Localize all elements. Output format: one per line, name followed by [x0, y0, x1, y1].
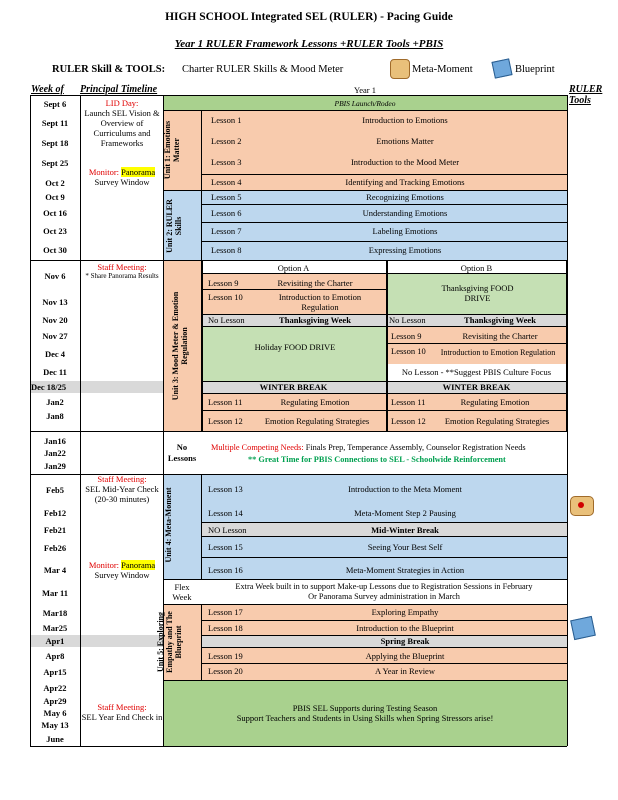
lesson-num: Lesson 3 — [211, 157, 242, 167]
option-b-header: Option B — [460, 263, 493, 273]
lesson-num: Lesson 11 — [391, 397, 426, 407]
lesson-title: Recognizing Emotions — [366, 192, 444, 202]
lesson-title: Applying the Blueprint — [365, 651, 445, 661]
lesson-title: Regulating Emotion — [280, 397, 350, 407]
lesson-num: Lesson 5 — [211, 192, 242, 202]
week-date: Apr22 — [43, 683, 67, 693]
thanksgiving-week: Thanksgiving Week — [279, 315, 351, 325]
lesson-num: No Lesson — [389, 315, 426, 325]
week-date: Mar 4 — [43, 565, 67, 575]
week-date: Sept 6 — [43, 99, 67, 109]
blueprint-icon — [570, 616, 596, 640]
lesson-num: Lesson 16 — [208, 565, 243, 575]
optA-holiday — [201, 326, 386, 381]
week-header: Week of — [31, 84, 64, 95]
staff-meeting-3: Staff Meeting: — [97, 702, 147, 712]
winter-break-a: WINTER BREAK — [259, 382, 328, 392]
week-date: Sept 25 — [41, 158, 69, 168]
week-date: Oct 2 — [45, 178, 65, 188]
lesson-num: Lesson 12 — [391, 416, 426, 426]
lesson-title: Revisiting the Charter — [462, 331, 538, 341]
lid-day: LID Day: — [105, 98, 139, 108]
lesson-title: Meta-Moment Strategies in Action — [345, 565, 465, 575]
lesson-title: Introduction to the Blueprint — [356, 623, 454, 633]
week-date: Oct 16 — [43, 208, 67, 218]
midwinter-break: Mid-Winter Break — [371, 525, 439, 535]
lesson-title: Labeling Emotions — [372, 226, 438, 236]
week-date: Oct 9 — [45, 192, 65, 202]
week-date: Jan8 — [46, 411, 64, 421]
monitor-1: Monitor: Panorama — [88, 167, 156, 177]
lesson-num: Lesson 7 — [211, 226, 242, 236]
week-date: Feb12 — [43, 508, 67, 518]
year-header: Year 1 — [353, 85, 377, 95]
tools-items: Charter RULER Skills & Mood Meter — [182, 64, 344, 75]
meta-moment-label: Meta-Moment — [412, 64, 473, 75]
unit1-label: Unit 1: Emotions Matter — [163, 120, 181, 180]
lesson-num: NO Lesson — [208, 525, 247, 535]
lesson-num: Lesson 20 — [208, 666, 243, 676]
week-date: Nov 6 — [44, 271, 66, 281]
lesson-num: Lesson 9 — [208, 278, 239, 288]
share-results: * Share Panorama Results — [85, 272, 159, 280]
lesson-title: Introduction to Emotion Regulation — [278, 292, 362, 312]
lesson-title: Seeing Your Best Self — [367, 542, 443, 552]
week-date: Jan2 — [46, 397, 64, 407]
week-date: Mar 11 — [41, 588, 69, 598]
staff-meeting-1: Staff Meeting: — [97, 262, 147, 272]
lesson-title: Meta-Moment Step 2 Pausing — [354, 508, 456, 518]
unit5-label: Unit 5: Exploring Empathy and The Blueprint — [156, 611, 183, 673]
thanksgiving-food-drive: Thanksgiving FOOD DRIVE — [441, 283, 514, 303]
week-date: Feb21 — [43, 525, 67, 535]
week-date: Oct 23 — [43, 226, 67, 236]
week-date: Apr1 — [45, 636, 65, 646]
week-date: Feb5 — [46, 485, 64, 495]
lesson-num: Lesson 9 — [391, 331, 422, 341]
no-lessons-label: No Lessons — [167, 442, 197, 463]
lesson-num: Lesson 17 — [208, 607, 243, 617]
tools-label: RULER Skill & TOOLS: — [52, 64, 166, 75]
lesson-num: Lesson 14 — [208, 508, 243, 518]
lesson-title: Emotion Regulating Strategies — [444, 416, 550, 426]
pbis-end-line1: PBIS SEL Supports during Testing Season — [292, 703, 438, 713]
lesson-num: No Lesson — [208, 315, 245, 325]
lesson-title: Regulating Emotion — [460, 397, 530, 407]
survey-window-1: Survey Window — [94, 177, 150, 187]
week-date: Apr8 — [45, 651, 65, 661]
lesson-num: Lesson 18 — [208, 623, 243, 633]
tools-header: RULER Tools — [569, 84, 603, 106]
option-a-header: Option A — [277, 263, 310, 273]
week-date: Dec 4 — [44, 349, 66, 359]
lesson-title: A Year in Review — [375, 666, 435, 676]
lesson-num: Lesson 6 — [211, 208, 242, 218]
holiday-food-drive: Holiday FOOD DRIVE — [254, 342, 336, 352]
thanksgiving-week-b: Thanksgiving Week — [464, 315, 536, 325]
week-date: June — [46, 734, 64, 744]
week-date: Dec 11 — [43, 367, 67, 377]
week-date: Sept 11 — [41, 118, 69, 128]
lesson-title: Revisiting the Charter — [277, 278, 353, 288]
yearend-check: SEL Year End Check in — [81, 712, 163, 722]
monitor-2: Monitor: Panorama — [88, 560, 156, 570]
week-date: Mar18 — [42, 608, 68, 618]
lesson-title: Introduction to Emotion Regulation — [440, 348, 556, 357]
lesson-title: Exploring Empathy — [371, 607, 439, 617]
lesson-title: Emotions Matter — [376, 136, 434, 146]
spring-break: Spring Break — [380, 636, 430, 646]
week-date: Feb26 — [43, 543, 67, 553]
lesson-num: Lesson 15 — [208, 542, 243, 552]
unit4-label: Unit 4: Meta-Moment — [164, 487, 173, 563]
lesson-title: Introduction to the Meta Moment — [348, 484, 462, 494]
flex-line1: Extra Week built in to support Make-up Lessons due to Registration Sessions in February — [235, 582, 533, 591]
culture-focus: No Lesson - **Suggest PBIS Culture Focus — [401, 367, 552, 377]
lesson-num: Lesson 12 — [208, 416, 243, 426]
launch-text: Launch SEL Vision & Overview of Curriculums and Frameworks — [84, 108, 160, 148]
week-date: Nov 13 — [42, 297, 68, 307]
pbis-connections: ** Great Time for PBIS Connections to SEL - Schoolwide Reinforcement — [248, 455, 506, 464]
lesson-num: Lesson 10 — [208, 292, 243, 302]
week-date: Mar25 — [42, 623, 68, 633]
week-date: Nov 20 — [42, 315, 68, 325]
pbis-launch: PBIS Launch/Rodeo — [334, 99, 396, 108]
week-date: Nov 27 — [42, 331, 68, 341]
unit2-label: Unit 2: RULER Skills — [165, 199, 183, 253]
page-subtitle: Year 1 RULER Framework Lessons +RULER Tools +PBIS — [174, 38, 444, 50]
timeline-header: Principal Timeline — [80, 84, 158, 95]
lesson-num: Lesson 2 — [211, 136, 242, 146]
competing-needs: Multiple Competing Needs: Finals Prep, Temperance Assembly, Counselor Registration Needs — [211, 443, 526, 452]
lesson-title: Identifying and Tracking Emotions — [345, 177, 465, 187]
lesson-num: Lesson 11 — [208, 397, 243, 407]
flex-week-label: Flex Week — [172, 582, 192, 602]
flex-line2: Or Panorama Survey administration in March — [308, 592, 460, 601]
lesson-num: Lesson 19 — [208, 651, 243, 661]
meta-moment-icon — [390, 59, 410, 79]
red-dot-icon — [578, 502, 584, 508]
pbis-end-line2: Support Teachers and Students in Using Skills when Spring Stressors arise! — [236, 713, 494, 723]
lesson-title: Expressing Emotions — [368, 245, 442, 255]
page-title: HIGH SCHOOL Integrated SEL (RULER) - Pacing Guide — [165, 11, 453, 23]
week-date: Jan29 — [44, 461, 66, 471]
week-date: May 13 — [41, 720, 69, 730]
lesson-num: Lesson 8 — [211, 245, 242, 255]
week-date: Jan16 — [44, 436, 66, 446]
lesson-num: Lesson 1 — [211, 115, 242, 125]
lesson-num: Lesson 13 — [208, 484, 243, 494]
unit3-label: Unit 3: Mood Meter & Emotion Regulation — [171, 291, 189, 401]
blueprint-label: Blueprint — [515, 64, 555, 75]
midyear-check: SEL Mid-Year Check (20-30 minutes) — [85, 484, 159, 504]
week-date: Dec 18/25 — [31, 382, 67, 392]
survey-window-2: Survey Window — [94, 570, 150, 580]
staff-meeting-2: Staff Meeting: — [97, 474, 147, 484]
lesson-num: Lesson 4 — [211, 177, 242, 187]
lesson-title: Introduction to Emotions — [362, 115, 448, 125]
week-date: Sept 18 — [41, 138, 69, 148]
week-date: Apr29 — [43, 696, 67, 706]
week-date: Apr15 — [43, 667, 67, 677]
week-date: May 6 — [43, 708, 67, 718]
winter-break-b: WINTER BREAK — [442, 382, 511, 392]
lesson-title: Emotion Regulating Strategies — [264, 416, 370, 426]
lesson-title: Understanding Emotions — [362, 208, 448, 218]
week-date: Oct 30 — [43, 245, 67, 255]
lesson-num: Lesson 10 — [391, 346, 426, 356]
week-date: Jan22 — [44, 448, 66, 458]
blueprint-icon — [491, 58, 512, 78]
lesson-title: Introduction to the Mood Meter — [350, 157, 460, 167]
